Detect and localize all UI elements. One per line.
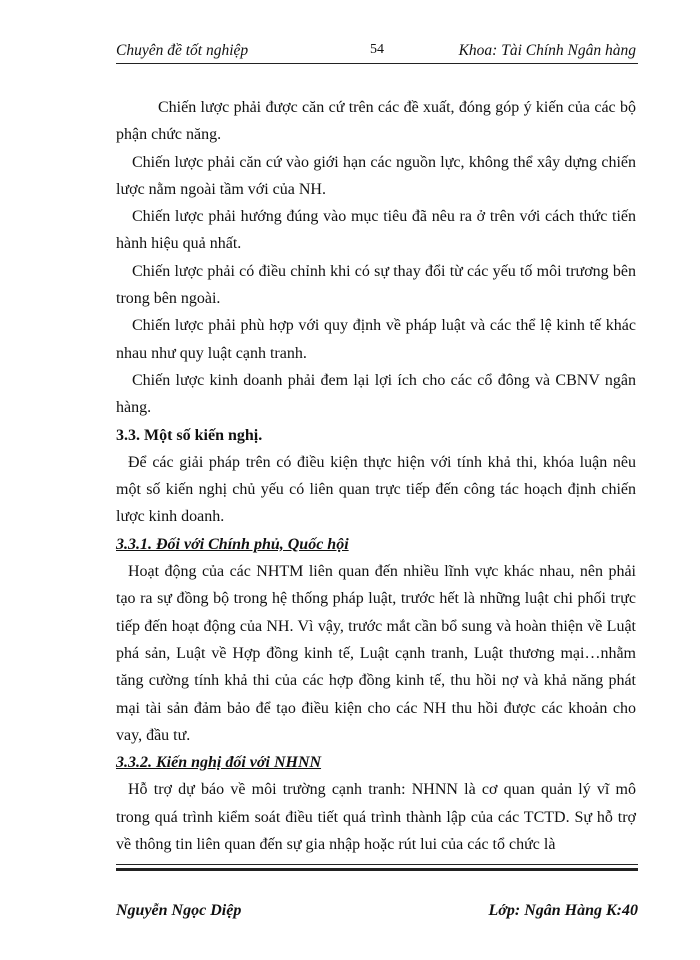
page-header — [116, 42, 636, 62]
paragraph: Chiến lược phải có điều chỉnh khi có sự thay đổi từ các yếu tố môi trương bên trong bên ngoài. — [116, 262, 636, 308]
paragraph: Chiến lược phải phù hợp với quy định về pháp luật và các thể lệ kinh tế khác nhau như quy luật cạnh tranh. — [116, 317, 636, 362]
paragraph: Hỗ trợ dự báo về môi trường cạnh tranh: NHNN là cơ quan quản lý vĩ mô trong quá trình kiểm soát điều tiết quá trình thành lập của các TCTD. Sự hỗ trợ về thông tin liên quan đến sự gia nhập hoặc rút lui của các tổ chức là — [116, 781, 636, 854]
paragraph: Chiến lược phải căn cứ vào giới hạn các nguồn lực, không thể xây dựng chiến lược nằm ngoài tầm với của NH. — [116, 153, 636, 198]
footer-author: Nguyễn Ngọc Diệp — [116, 902, 242, 919]
header-faculty: Khoa: Tài Chính Ngân hàng — [458, 42, 636, 59]
paragraph: Chiến lược kinh doanh phải đem lại lợi ích cho các cổ đông và CBNV ngân hàng. — [116, 371, 636, 417]
footer-divider-thick — [116, 868, 638, 871]
section-intro: Để các giải pháp trên có điều kiện thực hiện với tính khả thi, khóa luận nêu một số kiến nghị chủ yếu có liên quan trực tiếp đến công tác hoạch định chiến lược kinh doanh. — [116, 453, 636, 526]
subsection-heading: 3.3.2. Kiến nghị đối với NHNN — [116, 754, 322, 772]
page-number: 54 — [370, 42, 384, 57]
paragraph: Chiến lược phải được căn cứ trên các đề xuất, đóng góp ý kiến của các bộ phận chức năng. — [116, 99, 636, 144]
header-divider — [116, 63, 638, 64]
header-title: Chuyên đề tốt nghiệp — [116, 42, 249, 59]
section-heading: 3.3. Một số kiến nghị. — [116, 426, 263, 444]
page-body — [116, 94, 636, 858]
paragraph: Hoạt động của các NHTM liên quan đến nhiều lĩnh vực khác nhau, nên phải tạo ra sự đồng bộ trong hệ thống pháp luật, trước hết là những luật chi phối trực tiếp đến hoạt động của NH. Vì vậy, trước mắt cần bổ sung và hoàn thiện về Luật phá sản, Luật về Hợp đồng kinh tế, Luật cạnh tranh, Luật thương mại…nhằm tăng cường tính khả thi của các hợp đồng kinh tế, thu hồi nợ và khả năng phát mại tài sản đảm bảo để tạo điều kiện cho các NH thu hồi được các khoản cho vay, đầu tư. — [116, 563, 636, 744]
footer-divider-thin — [116, 864, 638, 865]
paragraph: Chiến lược phải hướng đúng vào mục tiêu đã nêu ra ở trên với cách thức tiến hành hiệu quả nhất. — [116, 208, 636, 253]
subsection-heading: 3.3.1. Đối với Chính phủ, Quốc hội — [116, 535, 349, 553]
footer-class: Lớp: Ngân Hàng K:40 — [488, 902, 638, 919]
